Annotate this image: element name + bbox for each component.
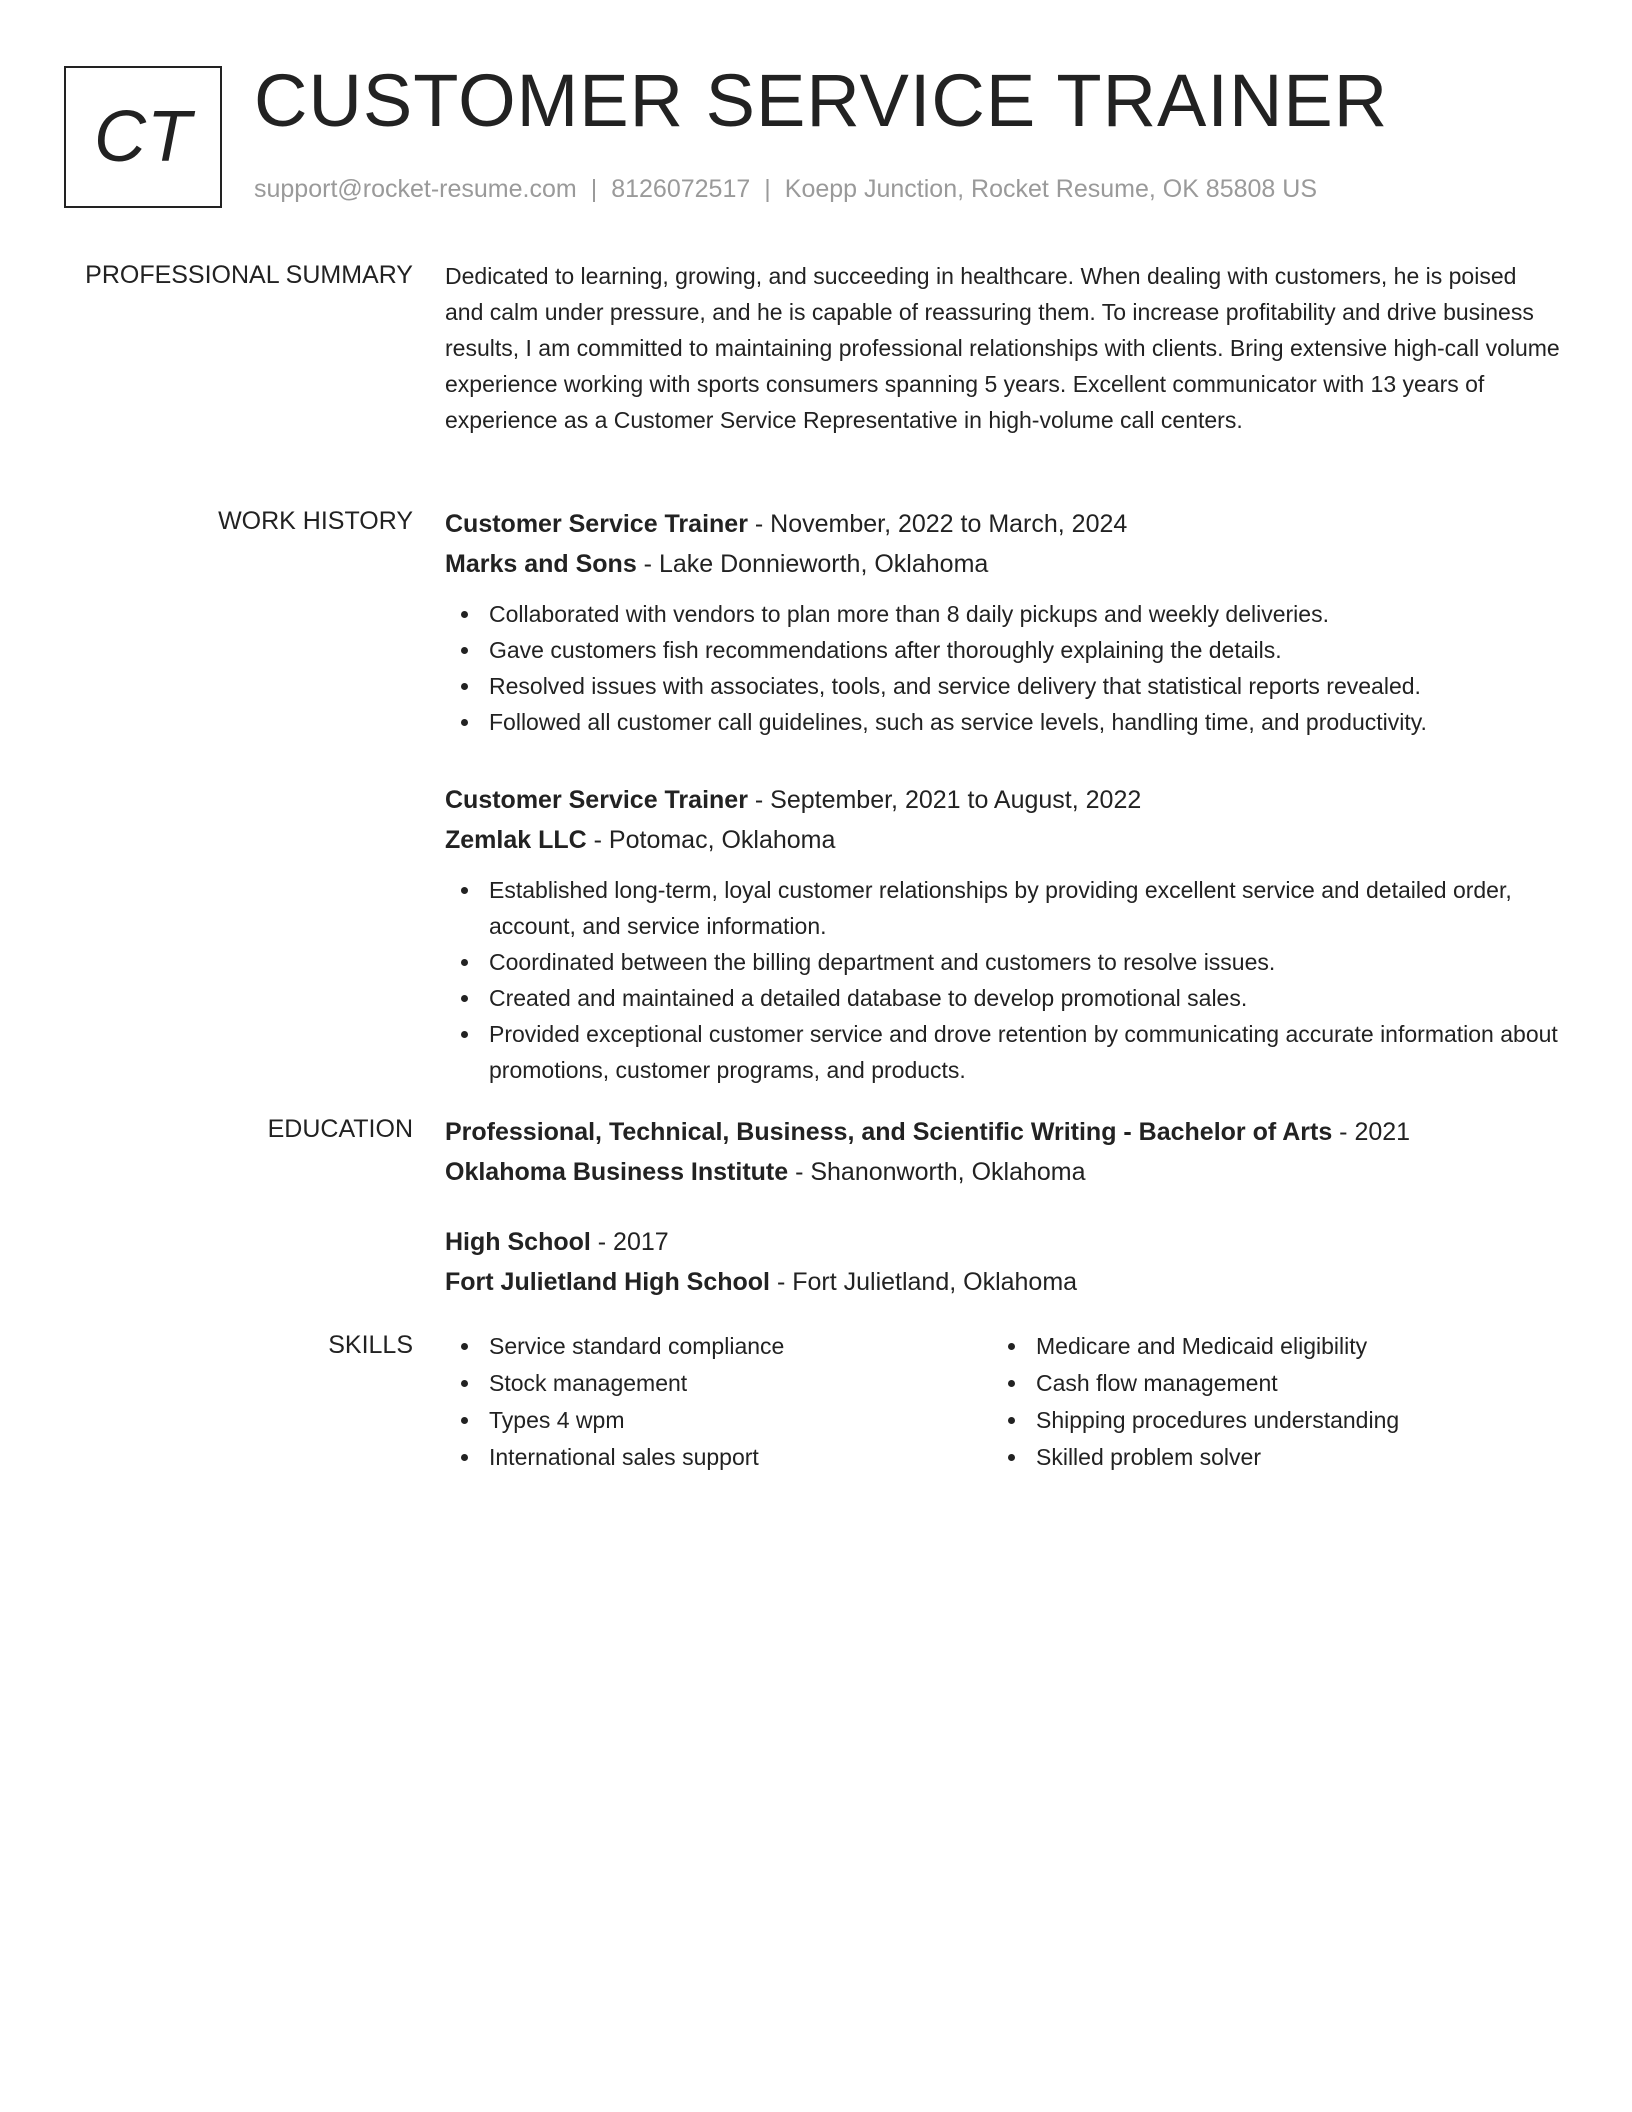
job-bullet: Coordinated between the billing department and customers to resolve issues. [445,944,1560,980]
job-title: Customer Service Trainer [445,786,748,814]
contact-email[interactable]: support@rocket-resume.com [254,175,577,203]
contact-separator: | [590,175,598,203]
education-location: - Fort Julietland, Oklahoma [770,1268,1078,1296]
skill-item: Medicare and Medicaid eligibility [992,1328,1539,1365]
job-bullet: Resolved issues with associates, tools, and service delivery that statistical reports revealed. [445,668,1560,704]
skills-column-right [992,1328,1539,1476]
skill-item: Stock management [445,1365,992,1402]
education-year: - 2017 [590,1228,669,1256]
education-entry [445,1112,1560,1192]
section-label-work-history: WORK HISTORY [218,507,413,535]
education-degree-line [445,1222,1560,1262]
education-school: Fort Julietland High School [445,1268,770,1296]
job-bullet: Provided exceptional customer service and drove retention by communicating accurate information about promotions, customer programs, and products. [445,1016,1560,1088]
job-title-line [445,504,1560,544]
job-bullets [445,596,1560,740]
education-entry [445,1222,1560,1302]
job-bullet: Established long-term, loyal customer relationships by providing excellent service and detailed order, account, and service information. [445,872,1560,944]
education-year: - 2021 [1332,1118,1411,1146]
job-title-line [445,780,1560,820]
job-entry [445,504,1560,740]
contact-line [254,172,1317,206]
skill-item: Types 4 wpm [445,1402,992,1439]
skill-item: Shipping procedures understanding [992,1402,1539,1439]
skills-list [445,1328,992,1476]
work-history-body [445,504,1560,1088]
education-degree: Professional, Technical, Business, and Scientific Writing - Bachelor of Arts [445,1118,1333,1146]
skill-item: International sales support [445,1439,992,1476]
skills-list [992,1328,1539,1476]
summary-text: Dedicated to learning, growing, and succeeding in healthcare. When dealing with customers, he is poised and calm under pressure, and he is capable of reassuring them. To increase profitability and drive business results, I am committed to maintaining professional relationships with clients. Bring extensive high-call volume experience working with sports consumers spanning 5 years. Excellent communicator with 13 years of experience as a Customer Service Representative in high-volume call centers. [445,263,1560,433]
skill-item: Service standard compliance [445,1328,992,1365]
education-school-line [445,1262,1560,1302]
skills-column-left [445,1328,992,1476]
education-degree-line [445,1112,1560,1152]
education-school-line [445,1152,1560,1192]
job-dates: - November, 2022 to March, 2024 [747,510,1128,538]
job-bullet: Collaborated with vendors to plan more than 8 daily pickups and weekly deliveries. [445,596,1560,632]
skill-item: Cash flow management [992,1365,1539,1402]
resume-title: CUSTOMER SERVICE TRAINER [254,59,1389,142]
education-degree: High School [445,1228,591,1256]
job-location: - Potomac, Oklahoma [586,826,836,854]
section-label-education: EDUCATION [267,1115,413,1143]
job-bullet: Created and maintained a detailed database to develop promotional sales. [445,980,1560,1016]
job-entry [445,780,1560,1088]
job-bullet: Gave customers fish recommendations after thoroughly explaining the details. [445,632,1560,668]
education-location: - Shanonworth, Oklahoma [788,1158,1086,1186]
job-location: - Lake Donnieworth, Oklahoma [636,550,989,578]
contact-phone[interactable]: 8126072517 [611,175,751,203]
job-dates: - September, 2021 to August, 2022 [747,786,1142,814]
job-company: Zemlak LLC [445,826,587,854]
skill-item: Skilled problem solver [992,1439,1539,1476]
job-company: Marks and Sons [445,550,637,578]
contact-separator: | [764,175,771,203]
job-bullet: Followed all customer call guidelines, such as service levels, handling time, and productivity. [445,704,1560,740]
job-company-line [445,820,1560,860]
job-bullets [445,872,1560,1088]
education-body [445,1112,1560,1302]
skills-body [445,1328,1560,1476]
job-company-line [445,544,1560,584]
monogram-logo: CT [64,66,222,208]
section-label-summary: PROFESSIONAL SUMMARY [85,261,413,289]
section-label-skills: SKILLS [328,1331,413,1359]
contact-address: Koepp Junction, Rocket Resume, OK 85808 US [784,175,1318,203]
education-school: Oklahoma Business Institute [445,1158,789,1186]
job-title: Customer Service Trainer [445,510,748,538]
